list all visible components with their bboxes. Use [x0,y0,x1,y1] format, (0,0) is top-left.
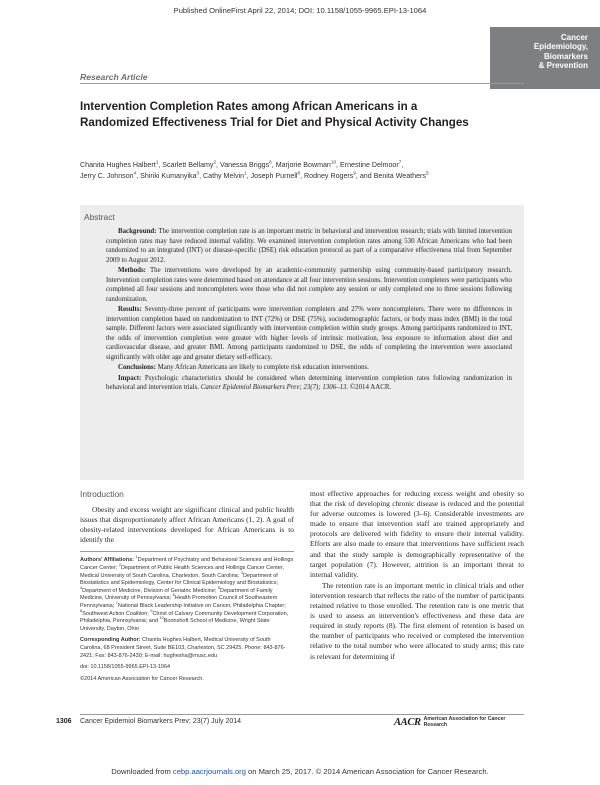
article-type-label: Research Article [80,72,148,82]
author-affiliation-ref: 6 [269,159,272,165]
affiliation-text: Department of Psychiatry and Behavioral Sciences and Hollings Cancer Center; [80,557,294,571]
abstract-conclusions [106,363,512,373]
author-list [80,160,525,182]
footer-journal-citation: Cancer Epidemiol Biomarkers Prev; 23(7) July 2014 [80,718,242,725]
abstract-subhead: Conclusions: [118,364,156,371]
aacr-logo-mark: AACR [394,716,421,728]
author-affiliations [80,557,294,633]
journal-tab-line: & Prevention [538,61,588,71]
author-separator: , [336,161,340,169]
abstract-text: Many African Americans are likely to complete risk education interventions. [155,364,369,371]
affiliation-text: Boonshoft School of Medicine, Wright State University, Dayton, Ohio [80,618,270,632]
affiliation-number: 3 [240,570,243,575]
affiliation-text: Department of Medicine, Division of Geriatric Medicine; [82,587,218,594]
affiliation-number: 7 [115,601,118,606]
affiliation-text: Department of Public Health Sciences and Hollings Cancer Center, Medical University of South Carolina, Charleston, South Carolina; [80,564,284,579]
author-separator: , [158,161,163,169]
author-affiliation-ref: 9 [353,170,356,176]
download-prefix: Downloaded from [111,767,173,776]
introduction-heading: Introduction [80,489,124,499]
abstract-results [106,305,512,362]
affiliation-number: 4 [80,585,83,590]
copyright-note: ©2014 American Association for Cancer Research. [80,675,204,682]
author-name: Benita Weathers [373,172,426,181]
corresponding-text: Chanita Hughes Halbert, Medical University of South Carolina, 68 President Street, Suite BE103, Charleston, SC 29425. Phone: 843-876-2421; Fax: 843-876-2430; E-mail: hughesha@musc.edu [80,637,286,659]
affiliation-text: Department of Family Medicine, University of Pennsylvania; [80,587,273,602]
abstract-subhead: Methods: [118,267,146,274]
author-separator: , [246,172,251,181]
aacr-logo [394,716,524,728]
introduction-text [80,505,294,545]
page-number: 1306 [56,718,72,725]
author-name: Joseph Purnell [250,172,298,181]
doi-note: doi: 10.1158/1055-9965.EPI-13-1064 [80,664,171,671]
corresponding-label: Corresponding Author: [80,637,141,644]
abstract-subhead: Impact: [118,374,142,382]
abstract-subhead: Results: [118,306,142,313]
affiliation-number: 10 [159,616,164,621]
affiliation-number: 1 [135,555,138,560]
author-separator: , [300,172,305,181]
right-column [310,489,524,663]
body-paragraph: The retention rate is an important metric in clinical trials and other intervention research that reflects the ratio of the number of participants retained relative to those enrolled. The retention rate is one metric that is used to assess an intervention's effectiveness and these data are required in study reports (8). The first element of retention is based on the number of participants who received or completed the intervention relative to the total number who were allocated to study arms; this rate is relevant for determining if [310,580,524,661]
article-title: Intervention Completion Rates among African Americans in a Randomized Effectiveness Trial for Diet and Physical Activity Changes [80,100,469,129]
author-separator: , [136,172,141,181]
author-name: Scarlett Bellamy [162,161,214,169]
author-affiliation-ref: 10 [330,159,337,165]
abstract-methods [106,266,512,304]
download-notice [0,767,600,776]
abstract-text: The interventions were developed by an academic-community partnership using community-based participatory research. Intervention completion rates were determined based on attendance at all four intervention sessions. Intervention completers were participants who completed all four sessions and noncompleters were those who did not complete any session or only completed one to three sessions following randomization. [106,267,512,303]
author-affiliation-ref: 1 [244,170,247,176]
author-name: Marjorie Bowman [275,161,331,169]
journal-site-link[interactable]: cebp.aacrjournals.org [172,767,246,776]
aacr-logo-name: American Association for Cancer Research [423,716,506,728]
affiliation-text: Southwest Action Coalition; [82,610,151,617]
abstract-impact [106,374,512,393]
affiliation-text: Health Promotion Council of Southeastern Pennsylvania; [80,595,278,609]
author-name: Chanita Hughes Halbert [80,161,156,169]
abstract-copyright: ©2014 AACR. [348,384,392,391]
abstract-heading: Abstract [84,212,115,222]
download-suffix: on March 25, 2017. © 2014 American Association for Cancer Research. [245,767,489,776]
author-name: Shiriki Kumanyika [140,172,197,181]
author-affiliation-ref: 1 [155,159,159,165]
author-separator: , [216,161,220,169]
abstract-citation: Cancer Epidemiol Biomarkers Prev; 23(7); 1306–13. [200,384,349,391]
author-affiliation-ref: 8 [297,170,301,176]
author-separator: , [271,161,276,169]
journal-tab-line: Biomarkers [543,51,588,61]
introduction-continued [310,489,524,662]
affiliation-text: National Black Leadership Initiative on Cancer, Philadelphia Chapter; [117,602,286,609]
journal-tab-line: Epidemiology, [533,42,588,52]
author-separator: , and [355,172,374,181]
abstract-text: Psychologic characteristics should be considered when determining intervention completion rates following randomization in behavioral and intervention trials. [106,374,512,391]
author-affiliation-ref: 2 [213,159,217,165]
journal-name-tab [490,27,600,89]
body-paragraph: most effective approaches for reducing excess weight and obesity so that the risk of developing chronic disease is reduced and the potential for adverse outcomes is lowered (3–6). Considerable investments are made to ensure that intervention staff are trained appropriately and protocols are delivered with fidelity to ensure their internal validity. Efforts are also made to ensure that interventions have sufficient reach and that the study sample is demographically representative of the target population (7). However, attrition is an important threat to internal validity. [310,489,524,579]
journal-tab-line: Cancer [560,33,588,42]
header-divider [80,83,524,84]
abstract-section [80,205,524,480]
affiliation-number: 2 [118,563,121,568]
abstract-text: Seventy-three percent of participants were intervention completers and 27% were noncompleters. There were no differences in intervention completion based on randomization to INT (72%) or DSE (75%), sociodemographic factors, or body mass index (BMI) in the total sample. Different factors were associated significantly with intervention completion within study groups. Among participants randomized to INT, the odds of intervention completion were greater with higher levels of intrinsic motivation, less exposure to information about diet and cardiovascular disease, and greater BMI. Among participants randomized to DSE, the odds of completing the intervention were associated significantly with older age and greater dietary self-efficacy. [106,306,512,361]
author-affiliation-ref: 4 [133,170,137,176]
affiliation-text: Christ of Calvary Community Development Corporation, Philadelphia, Pennsylvania; and [80,610,289,625]
body-paragraph: Obesity and excess weight are significant clinical and public health issues that disproportionately affect African Americans (1, 2). A goal of obesity-related interventions developed for African Americans is to identify the [80,505,294,545]
affiliation-number: 6 [172,593,175,598]
affiliation-number: 9 [150,608,153,613]
affiliation-text: Department of Biostatistics and Epidemiology, Center for Clinical Epidemiology and Biostatistics; [80,572,278,587]
affiliations-label: Authors' Affiliations: [80,557,134,564]
left-column [80,489,294,687]
affiliation-number: 5 [217,585,220,590]
author-name: Ernestine Delmoor [339,161,399,169]
author-name: Cathy Melvin [203,172,245,181]
affiliations-divider [80,551,294,552]
author-name: Jerry C. Johnson [80,172,134,181]
abstract-background [106,227,512,265]
author-affiliation-ref: 3 [196,170,200,176]
affiliation-number: 8 [80,608,83,613]
published-online-banner: Published OnlineFirst April 22, 2014; DOI: 10.1158/1055-9965.EPI-13-1064 [173,6,427,15]
author-affiliation-ref: 5 [425,170,429,176]
abstract-subhead: Background: [118,228,157,235]
corresponding-author [80,637,294,660]
abstract-body [106,227,512,394]
author-name: Vanessa Briggs [220,161,270,169]
author-name: Rodney Rogers [304,172,354,181]
abstract-text: The intervention completion rate is an important metric in behavioral and intervention research; trials with limited intervention completion rates may have reduced internal validity. We examined intervention completion rates among 530 African Americans who had been randomized to an integrated (INT) or disease-specific (DSE) risk education protocol as part of a comparative effectiveness trial from September 2009 to August 2012. [106,228,512,264]
author-separator: , [401,161,404,169]
footer-divider [80,714,524,715]
author-separator: , [199,172,204,181]
author-affiliation-ref: 7 [398,159,402,165]
